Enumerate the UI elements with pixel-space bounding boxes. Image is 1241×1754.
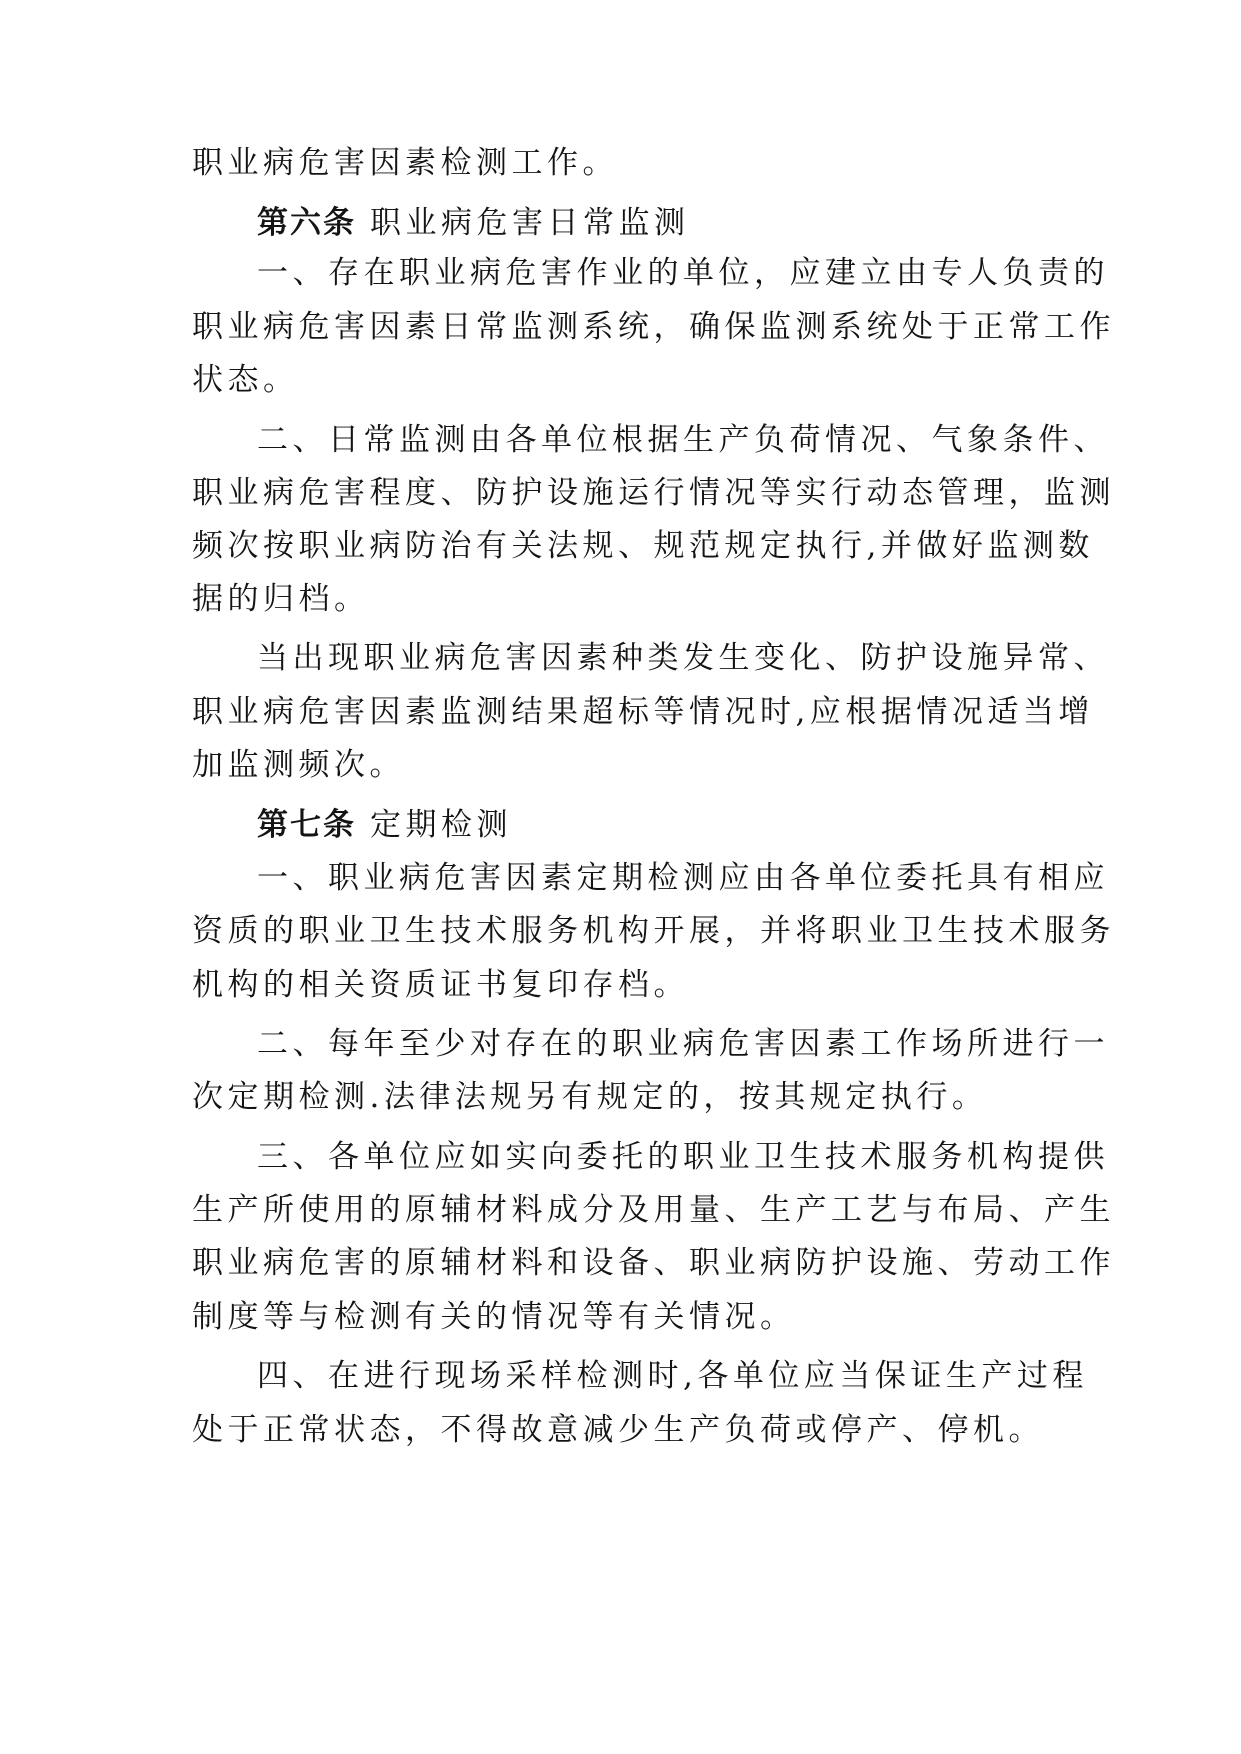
paragraph-line: 状态。: [192, 362, 299, 398]
paragraph-line: 职业病危害因素日常监测系统，确保监测系统处于正常工作: [192, 309, 1115, 345]
paragraph-line: 四、在进行现场采样检测时,各单位应当保证生产过程: [257, 1358, 1088, 1394]
article-number: 第七条: [257, 807, 356, 843]
paragraph-line: 三、各单位应如实向委托的职业卫生技术服务机构提供: [257, 1139, 1109, 1175]
paragraph-line: 职业病危害的原辅材料和设备、职业病防护设施、劳动工作: [192, 1245, 1115, 1281]
paragraph-line: 职业病危害程度、防护设施运行情况等实行动态管理，监测: [192, 475, 1115, 511]
paragraph-line: 加监测频次。: [192, 747, 405, 783]
paragraph-line: 频次按职业病防治有关法规、规范规定执行,并做好监测数: [192, 528, 1094, 564]
paragraph-line: 当出现职业病危害因素种类发生变化、防护设施异常、: [257, 640, 1109, 676]
article-six-heading: [257, 203, 690, 243]
paragraph-line: 职业病危害因素监测结果超标等情况时,应根据情况适当增: [192, 694, 1094, 730]
article-seven-heading: [257, 805, 512, 845]
paragraph-line: 次定期检测.法律法规另有规定的，按其规定执行。: [192, 1079, 988, 1115]
paragraph-line: 职业病危害因素检测工作。: [192, 145, 618, 181]
paragraph-line: 生产所使用的原辅材料成分及用量、生产工艺与布局、产生: [192, 1192, 1115, 1228]
article-title: 职业病危害日常监测: [370, 205, 690, 241]
paragraph-line: 一、职业病危害因素定期检测应由各单位委托具有相应: [257, 860, 1109, 896]
paragraph-line: 一、存在职业病危害作业的单位，应建立由专人负责的: [257, 255, 1109, 291]
paragraph-line: 机构的相关资质证书复印存档。: [192, 967, 689, 1003]
paragraph-line: 制度等与检测有关的情况等有关情况。: [192, 1299, 796, 1335]
paragraph-line: 二、日常监测由各单位根据生产负荷情况、气象条件、: [257, 422, 1109, 458]
paragraph-line: 资质的职业卫生技术服务机构开展，并将职业卫生技术服务: [192, 913, 1115, 949]
paragraph-line: 据的归档。: [192, 581, 370, 617]
paragraph-line: 二、每年至少对存在的职业病危害因素工作场所进行一: [257, 1026, 1109, 1062]
article-number: 第六条: [257, 205, 356, 241]
paragraph-line: 处于正常状态，不得故意减少生产负荷或停产、停机。: [192, 1412, 1044, 1448]
article-title: 定期检测: [370, 807, 512, 843]
